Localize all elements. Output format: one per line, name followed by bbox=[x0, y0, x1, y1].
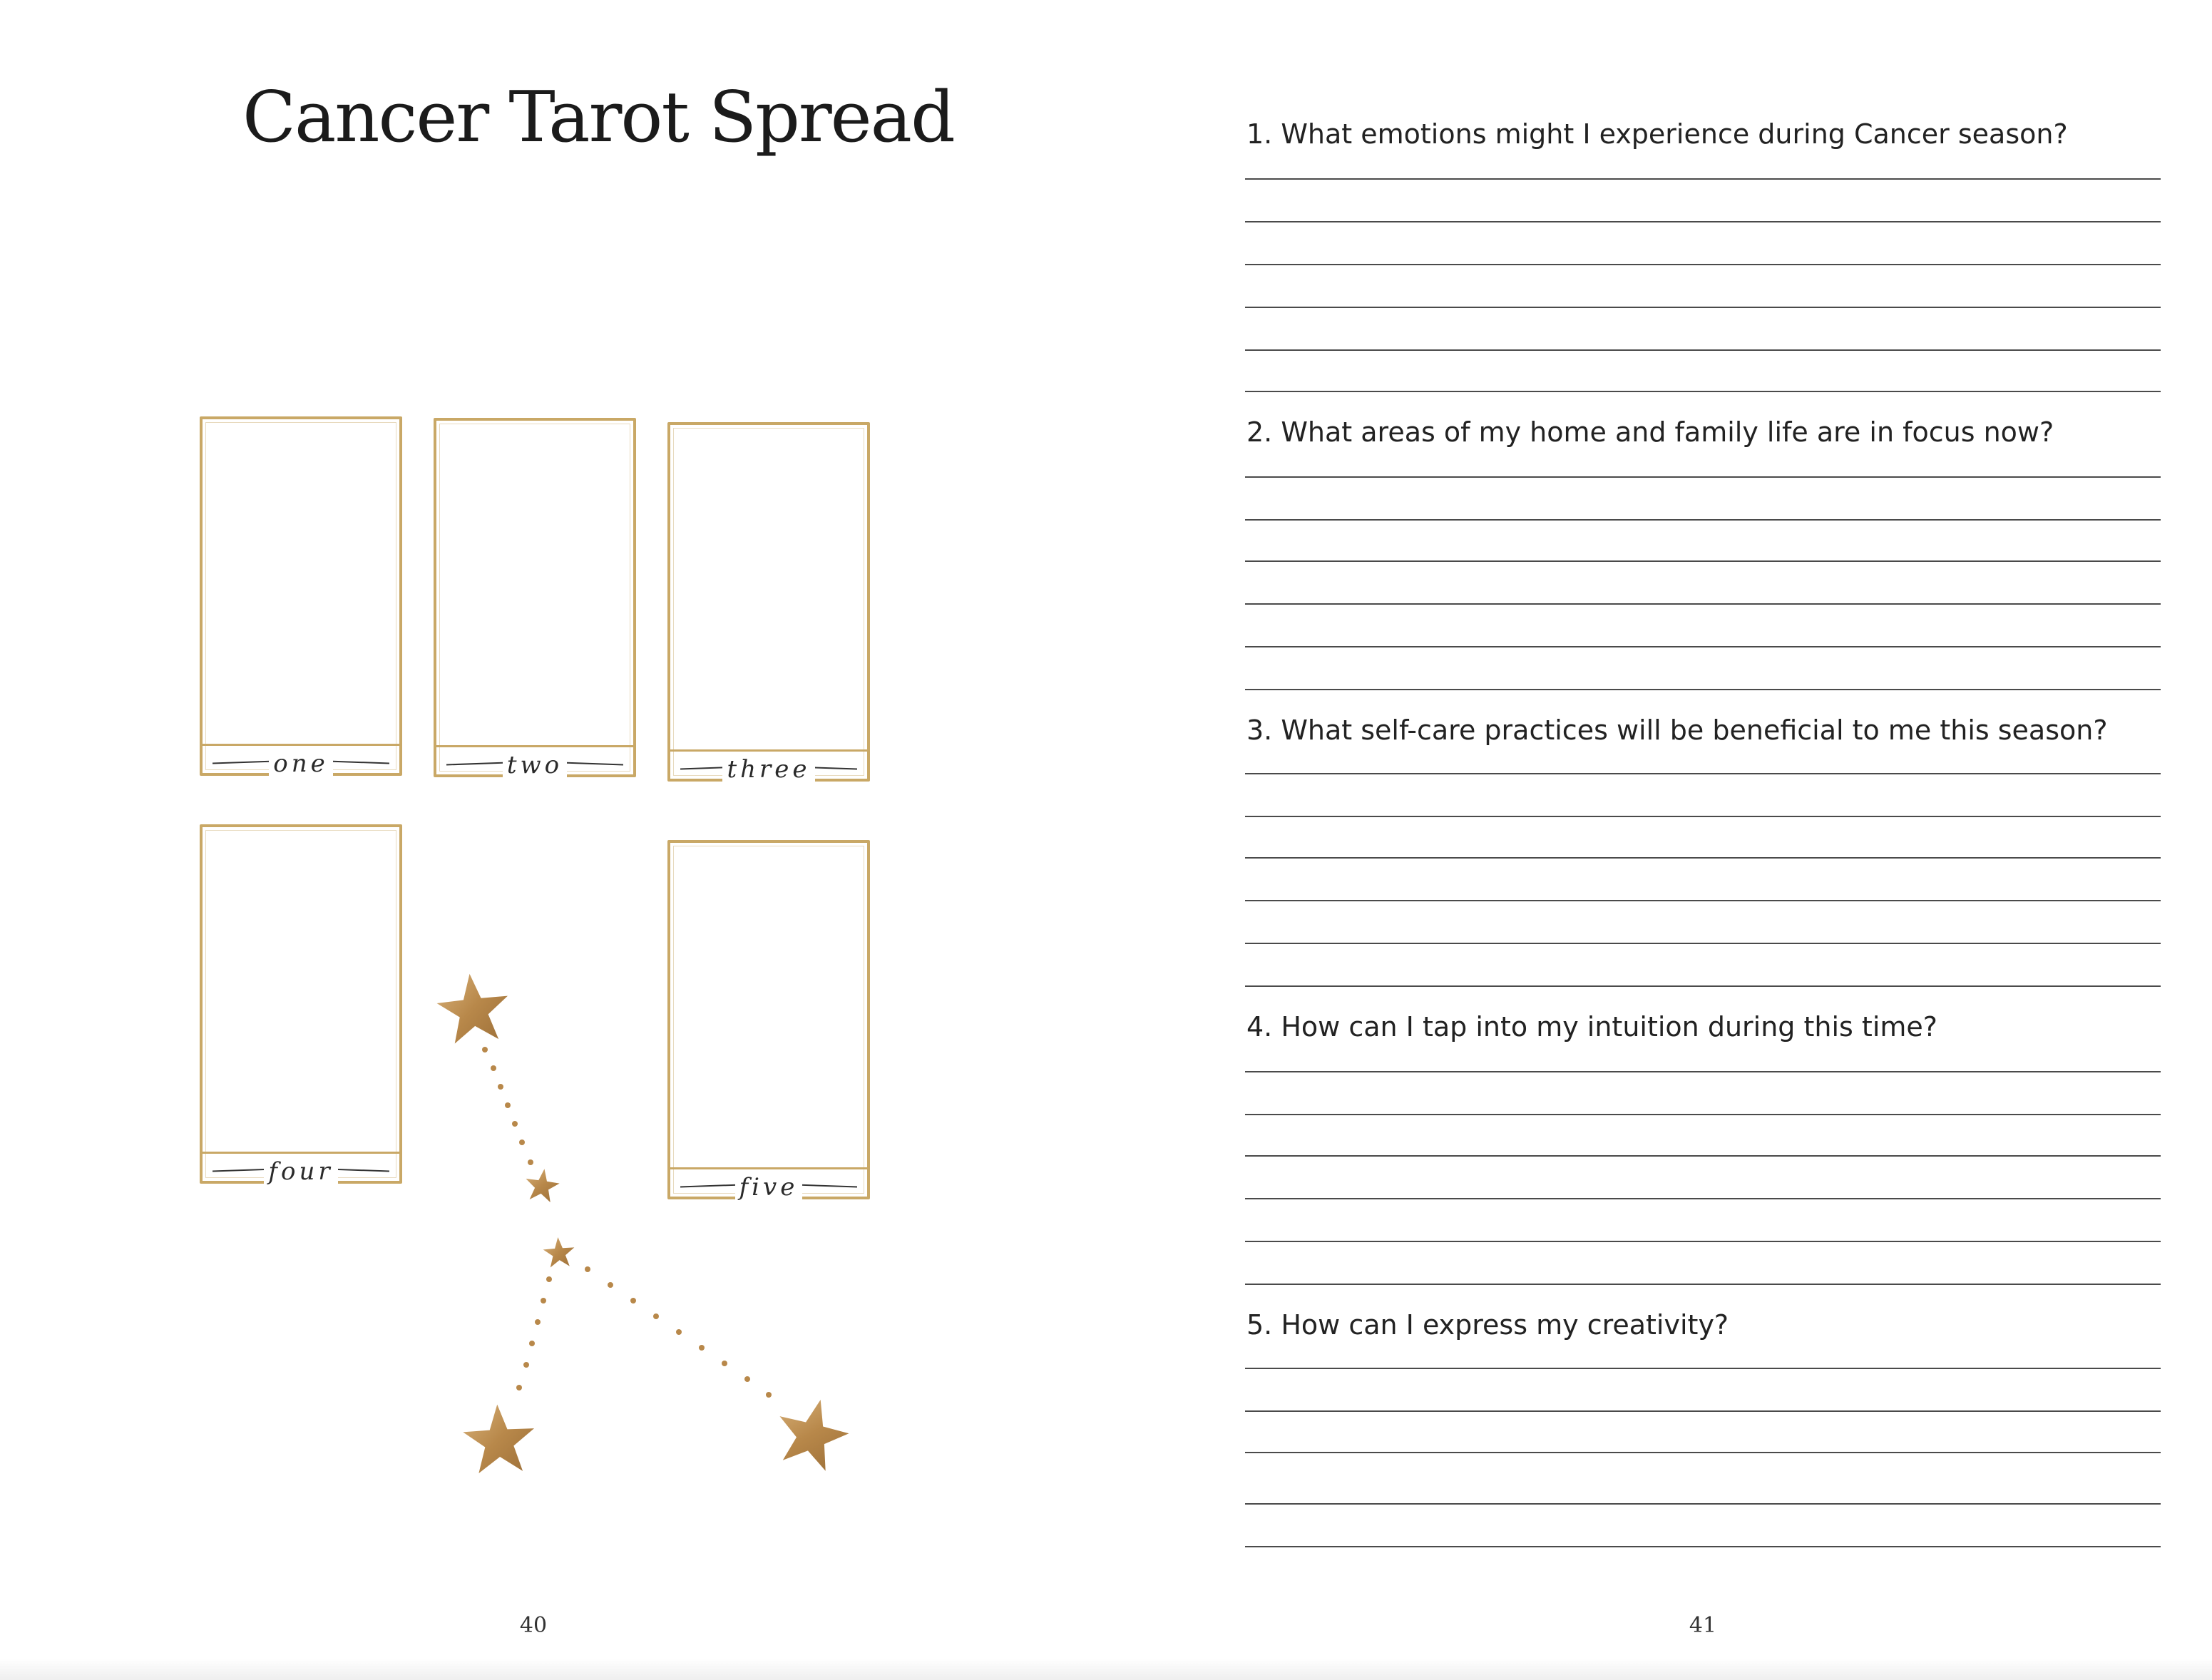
card-label: five bbox=[735, 1173, 803, 1202]
writing-line bbox=[1245, 349, 2161, 351]
journal-question-5: 5. How can I express my creativity? bbox=[1246, 1309, 1729, 1341]
writing-line bbox=[1245, 1503, 2161, 1505]
writing-line bbox=[1245, 900, 2161, 901]
card-label: one bbox=[269, 749, 333, 778]
writing-line bbox=[1245, 1452, 2161, 1453]
writing-line bbox=[1245, 1071, 2161, 1072]
writing-line bbox=[1245, 689, 2161, 690]
writing-line bbox=[1245, 1410, 2161, 1412]
tarot-card-slot-one bbox=[200, 416, 402, 776]
journal-question-4: 4. How can I tap into my intuition during this time? bbox=[1246, 1011, 1937, 1043]
writing-line bbox=[1245, 391, 2161, 392]
card-label: four bbox=[264, 1157, 337, 1186]
writing-line bbox=[1245, 221, 2161, 222]
tarot-card-slot-three bbox=[667, 422, 870, 782]
writing-line bbox=[1245, 773, 2161, 774]
card-label-band bbox=[436, 745, 633, 779]
journal-question-1: 1. What emotions might I experience during Cancer season? bbox=[1246, 118, 2068, 150]
constellation-dots bbox=[482, 1047, 772, 1398]
page-number-right: 41 bbox=[1689, 1613, 1717, 1638]
writing-line bbox=[1245, 943, 2161, 944]
writing-line bbox=[1245, 560, 2161, 562]
writing-line bbox=[1245, 985, 2161, 987]
star-icon bbox=[543, 1236, 576, 1269]
star-icon bbox=[523, 1167, 561, 1203]
writing-line bbox=[1245, 476, 2161, 478]
writing-line bbox=[1245, 178, 2161, 180]
writing-line bbox=[1245, 264, 2161, 265]
card-label: three bbox=[722, 755, 814, 784]
writing-line bbox=[1245, 857, 2161, 859]
writing-line bbox=[1245, 1241, 2161, 1242]
writing-line bbox=[1245, 307, 2161, 308]
writing-line bbox=[1245, 816, 2161, 817]
cancer-constellation-illustration bbox=[399, 956, 898, 1526]
writing-line bbox=[1245, 646, 2161, 647]
page-title: Cancer Tarot Spread bbox=[242, 77, 954, 158]
page-number-left: 40 bbox=[519, 1613, 548, 1638]
page-bottom-shadow bbox=[0, 1659, 2212, 1680]
writing-line bbox=[1245, 519, 2161, 521]
star-icon bbox=[461, 1403, 536, 1474]
tarot-card-slot-four bbox=[200, 824, 402, 1184]
writing-line bbox=[1245, 603, 2161, 605]
star-icon bbox=[769, 1391, 855, 1474]
card-label-band bbox=[670, 749, 867, 784]
writing-line bbox=[1245, 1198, 2161, 1199]
writing-line bbox=[1245, 1155, 2161, 1157]
tarot-card-slot-two bbox=[434, 418, 636, 777]
writing-line bbox=[1245, 1114, 2161, 1115]
journal-question-2: 2. What areas of my home and family life are in focus now? bbox=[1246, 416, 2054, 448]
card-label-band bbox=[203, 744, 399, 778]
journal-question-3: 3. What self-care practices will be beneficial to me this season? bbox=[1246, 714, 2108, 746]
card-label: two bbox=[503, 751, 567, 779]
writing-line bbox=[1245, 1368, 2161, 1369]
writing-line bbox=[1245, 1546, 2161, 1547]
card-label-band bbox=[203, 1152, 399, 1186]
writing-line bbox=[1245, 1284, 2161, 1285]
star-icon bbox=[434, 970, 512, 1045]
